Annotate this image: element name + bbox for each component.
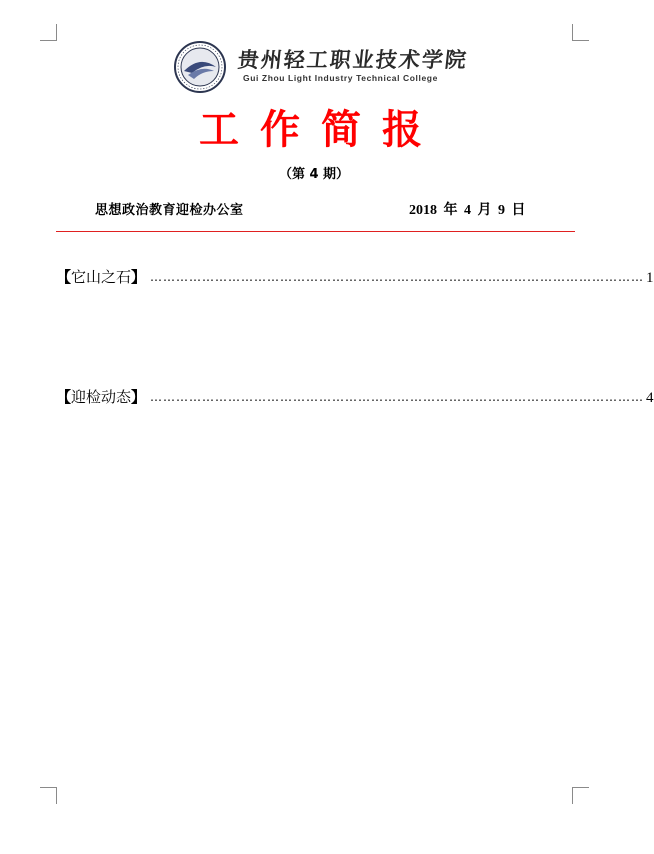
header-divider xyxy=(56,231,575,232)
college-name-en: Gui Zhou Light Industry Technical College xyxy=(243,73,438,83)
crop-mark-top-right xyxy=(572,24,589,41)
toc-entry-1[interactable] xyxy=(56,267,654,287)
toc-page-number: 1 xyxy=(646,270,654,286)
college-logo-icon xyxy=(174,41,226,93)
college-name-cn: 贵州轻工职业技术学院 xyxy=(236,48,470,72)
toc-page-number: 4 xyxy=(646,390,654,406)
toc-entry-2[interactable] xyxy=(56,387,654,407)
issue-number: （第 4 期） xyxy=(278,167,350,182)
issuing-office: 思想政治教育迎检办公室 xyxy=(95,203,244,218)
issue-date: 2018 年 4 月 9 日 xyxy=(409,203,526,218)
report-title: 工作简报 xyxy=(199,107,443,153)
toc-entry-label: 【它山之石】 xyxy=(56,268,147,286)
crop-mark-top-left xyxy=(40,24,57,41)
crop-mark-bottom-right xyxy=(572,787,589,804)
toc-entry-label: 【迎检动态】 xyxy=(56,388,147,406)
toc-leader-dots: …………………………………………………………………………………………………… xyxy=(150,390,645,404)
crop-mark-bottom-left xyxy=(40,787,57,804)
toc-leader-dots: …………………………………………………………………………………………………… xyxy=(150,270,645,284)
